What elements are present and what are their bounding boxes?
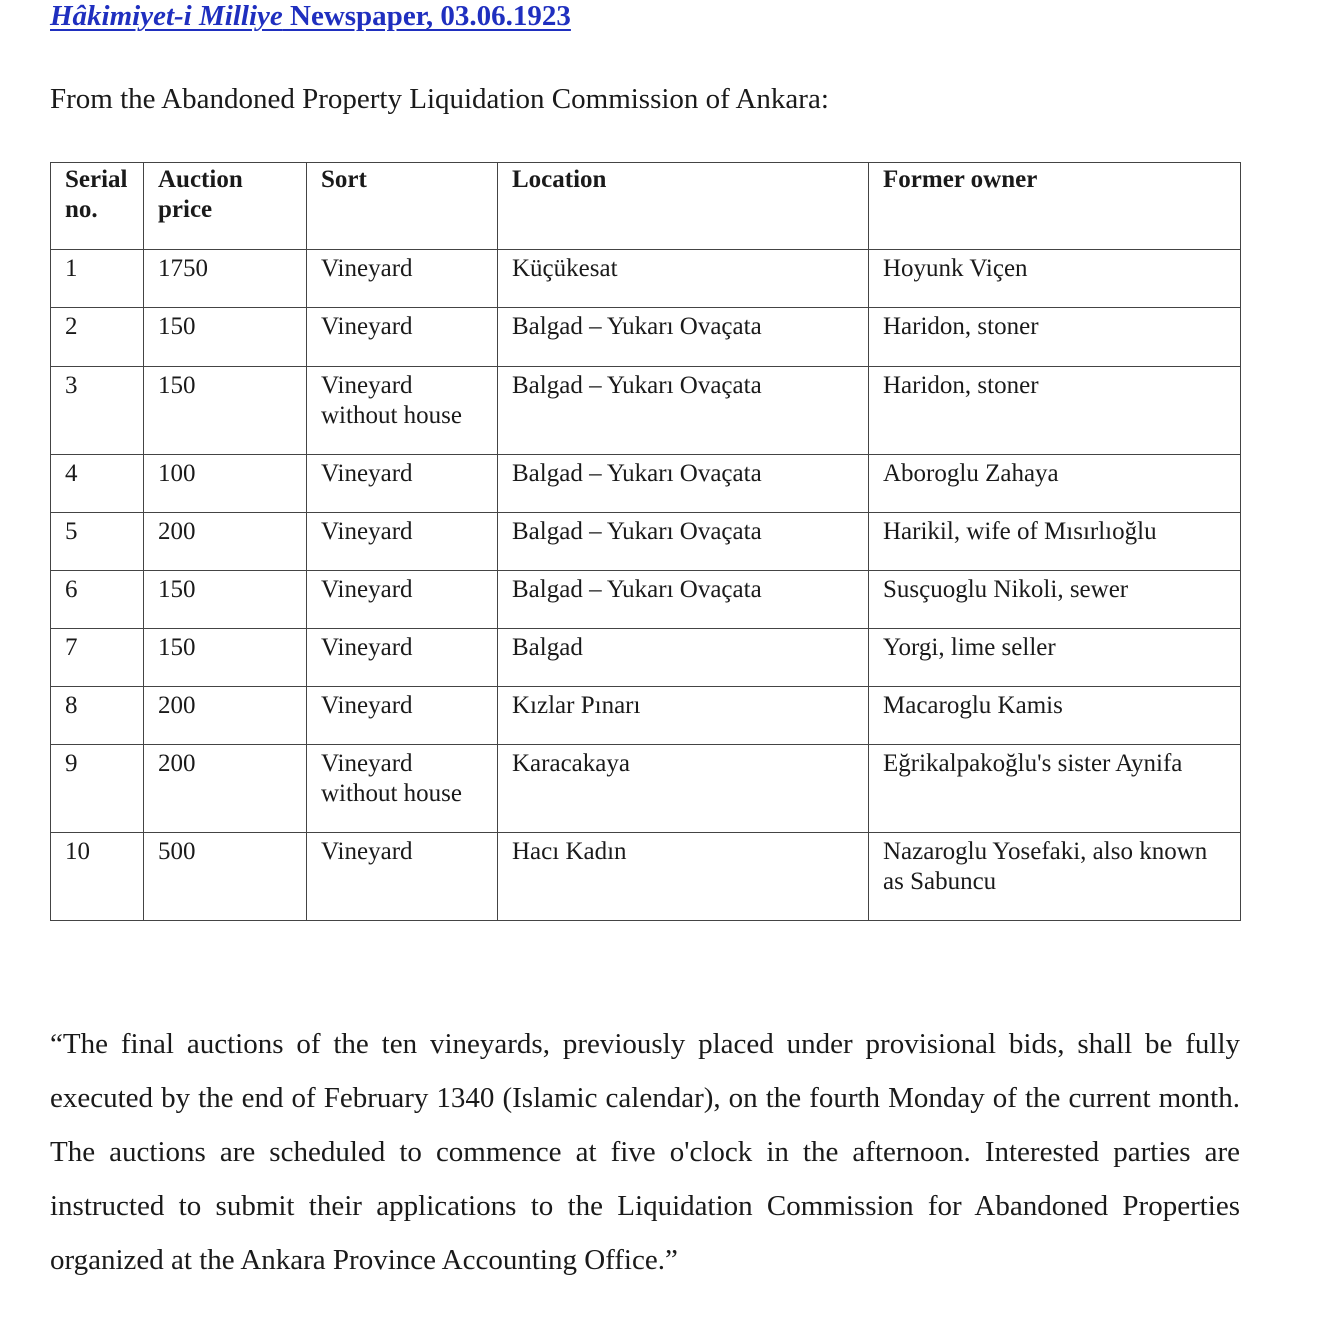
sort-cell: Vineyard: [307, 629, 498, 687]
serial-no-cell: 6: [51, 571, 144, 629]
location-cell: Balgad: [498, 629, 869, 687]
former-owner-cell: Macaroglu Kamis: [869, 687, 1241, 745]
former-owner-cell: Haridon, stoner: [869, 367, 1241, 455]
announcement-quote: “The final auctions of the ten vineyards, previously placed under provisional bids, shall be fully executed by the end of February 1340 (Islamic calendar), on the fourth Monday of the current month. The auctions are scheduled to commence at five o'clock in the afternoon. Interested parties are instructed to submit their applications to the Liquidation Commission for Abandoned Properties organized at the Ankara Province Accounting Office.”: [50, 1028, 1240, 1276]
auction-price-cell: 200: [144, 513, 307, 571]
table-row: [51, 571, 1241, 629]
newspaper-date: Newspaper, 03.06.1923: [282, 0, 571, 32]
serial-no-cell: 5: [51, 513, 144, 571]
auction-price-cell: 150: [144, 367, 307, 455]
sort-cell: Vineyard: [307, 455, 498, 513]
location-cell: Balgad – Yukarı Ovaçata: [498, 308, 869, 367]
newspaper-name: Hâkimiyet-i Milliye: [50, 0, 283, 32]
table-row: [51, 308, 1241, 367]
location-cell: Karacakaya: [498, 745, 869, 833]
header-location: Location: [498, 163, 869, 250]
table-row: [51, 833, 1241, 921]
table-row: [51, 745, 1241, 833]
serial-no-cell: 4: [51, 455, 144, 513]
sort-cell: Vineyard: [307, 571, 498, 629]
location-cell: Kızlar Pınarı: [498, 687, 869, 745]
table-row: [51, 455, 1241, 513]
former-owner-cell: Nazaroglu Yosefaki, also known as Sabuncu: [869, 833, 1241, 921]
location-cell: Balgad – Yukarı Ovaçata: [498, 513, 869, 571]
former-owner-cell: Aboroglu Zahaya: [869, 455, 1241, 513]
former-owner-cell: Yorgi, lime seller: [869, 629, 1241, 687]
serial-no-cell: 3: [51, 367, 144, 455]
auction-price-cell: 150: [144, 308, 307, 367]
auction-price-cell: 150: [144, 571, 307, 629]
former-owner-cell: Hoyunk Viçen: [869, 250, 1241, 308]
auction-price-cell: 150: [144, 629, 307, 687]
sort-cell: Vineyard: [307, 308, 498, 367]
former-owner-cell: Susçuoglu Nikoli, sewer: [869, 571, 1241, 629]
sort-cell: Vineyard: [307, 513, 498, 571]
sort-cell: Vineyard: [307, 250, 498, 308]
serial-no-cell: 7: [51, 629, 144, 687]
location-cell: Balgad – Yukarı Ovaçata: [498, 367, 869, 455]
table-row: [51, 629, 1241, 687]
location-cell: Balgad – Yukarı Ovaçata: [498, 571, 869, 629]
former-owner-cell: Haridon, stoner: [869, 308, 1241, 367]
header-serial-no: Serial no.: [51, 163, 144, 250]
table-header-row: [51, 163, 1241, 250]
table-row: [51, 250, 1241, 308]
sort-cell: Vineyard: [307, 687, 498, 745]
auction-price-cell: 200: [144, 745, 307, 833]
serial-no-cell: 8: [51, 687, 144, 745]
table-row: [51, 687, 1241, 745]
former-owner-cell: Harikil, wife of Mısırlıoğlu: [869, 513, 1241, 571]
sort-cell: Vineyard without house: [307, 745, 498, 833]
location-cell: Hacı Kadın: [498, 833, 869, 921]
newspaper-title-link[interactable]: [50, 0, 571, 33]
table-row: [51, 513, 1241, 571]
location-cell: Balgad – Yukarı Ovaçata: [498, 455, 869, 513]
former-owner-cell: Eğrikalpakoğlu's sister Aynifa: [869, 745, 1241, 833]
auction-price-cell: 1750: [144, 250, 307, 308]
auction-price-cell: 100: [144, 455, 307, 513]
table-row: [51, 367, 1241, 455]
auction-price-cell: 200: [144, 687, 307, 745]
location-cell: Küçükesat: [498, 250, 869, 308]
header-sort: Sort: [307, 163, 498, 250]
serial-no-cell: 10: [51, 833, 144, 921]
header-former-owner: Former owner: [869, 163, 1241, 250]
intro-text: From the Abandoned Property Liquidation Commission of Ankara:: [50, 83, 829, 115]
auction-price-cell: 500: [144, 833, 307, 921]
sort-cell: Vineyard: [307, 833, 498, 921]
serial-no-cell: 2: [51, 308, 144, 367]
serial-no-cell: 9: [51, 745, 144, 833]
header-auction-price: Auction price: [144, 163, 307, 250]
auction-table: [50, 162, 1241, 921]
serial-no-cell: 1: [51, 250, 144, 308]
sort-cell: Vineyard without house: [307, 367, 498, 455]
